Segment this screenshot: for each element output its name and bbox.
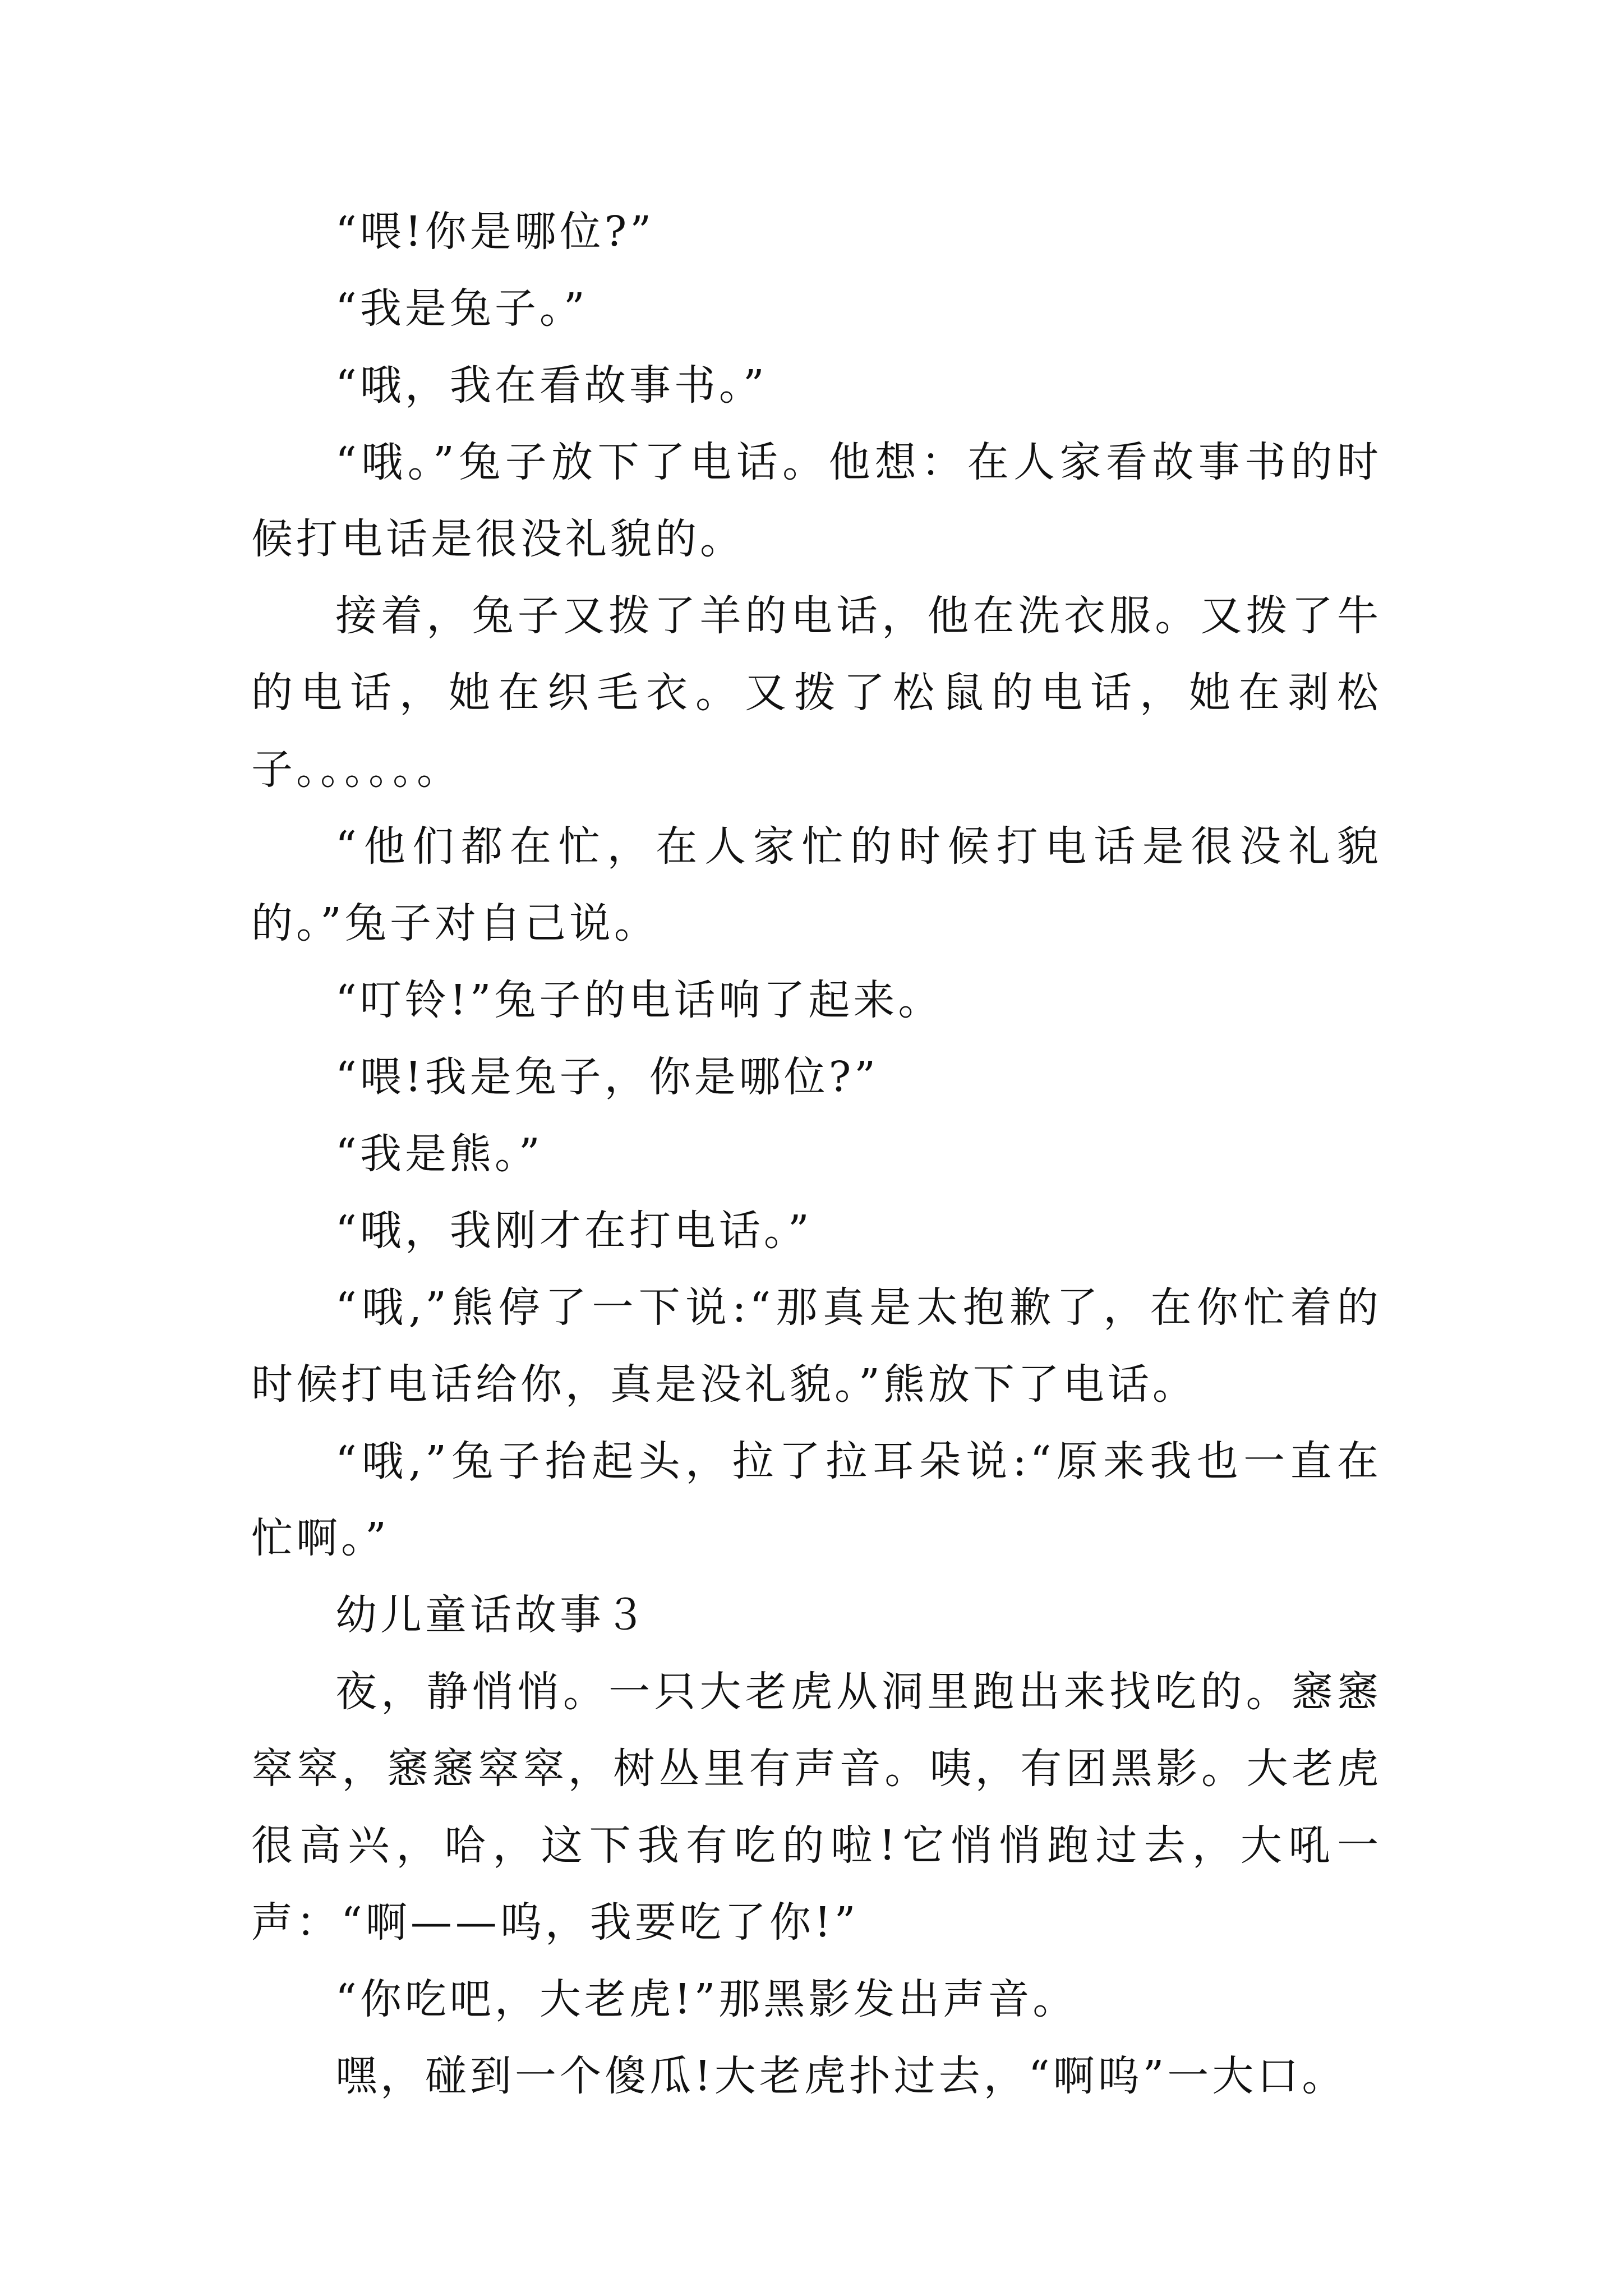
paragraph: “你吃吧，大老虎!”那黑影发出声音。: [335, 1975, 1078, 2023]
paragraph: “哦,”兔子抬起头，拉了拉耳朵说:“原来我也一直在忙啊。”: [251, 1437, 1382, 1562]
paragraph: 接着，兔子又拨了羊的电话，他在洗衣服。又拨了牛的电话，她在织毛衣。又拨了松鼠的电话，她在剥松子。。。。。。: [251, 592, 1382, 794]
paragraph: “叮铃!”兔子的电话响了起来。: [335, 976, 943, 1024]
paragraph: 嘿，碰到一个傻瓜!大老虎扑过去，“啊呜”一大口。: [335, 2052, 1347, 2100]
paragraph: “我是兔子。”: [335, 284, 588, 333]
paragraph: “哦。”兔子放下了电话。他想：在人家看故事书的时候打电话是很没礼貌的。: [251, 438, 1382, 563]
paragraph: “哦，我刚才在打电话。”: [335, 1207, 813, 1255]
paragraph: “他们都在忙，在人家忙的时候打电话是很没礼貌的。”兔子对自己说。: [251, 822, 1382, 947]
story-text: [251, 194, 1382, 2115]
paragraph: “喂!你是哪位?”: [335, 208, 655, 256]
paragraph: “哦,”熊停了一下说:“那真是太抱歉了，在你忙着的时候打电话给你，真是没礼貌。”熊放下了电话。: [251, 1283, 1382, 1409]
paragraph: “喂!我是兔子，你是哪位?”: [335, 1053, 879, 1101]
paragraph: 夜，静悄悄。一只大老虎从洞里跑出来找吃的。窸窸窣窣，窸窸窣窣，树丛里有声音。咦，有团黑影。大老虎很高兴，哈，这下我有吃的啦!它悄悄跑过去，大吼一声：“啊——呜，我要吃了你!”: [251, 1668, 1382, 1947]
paragraph: “哦，我在看故事书。”: [335, 361, 768, 409]
paragraph: “我是熊。”: [335, 1130, 543, 1178]
section-title: 幼儿童话故事３: [335, 1591, 649, 1639]
